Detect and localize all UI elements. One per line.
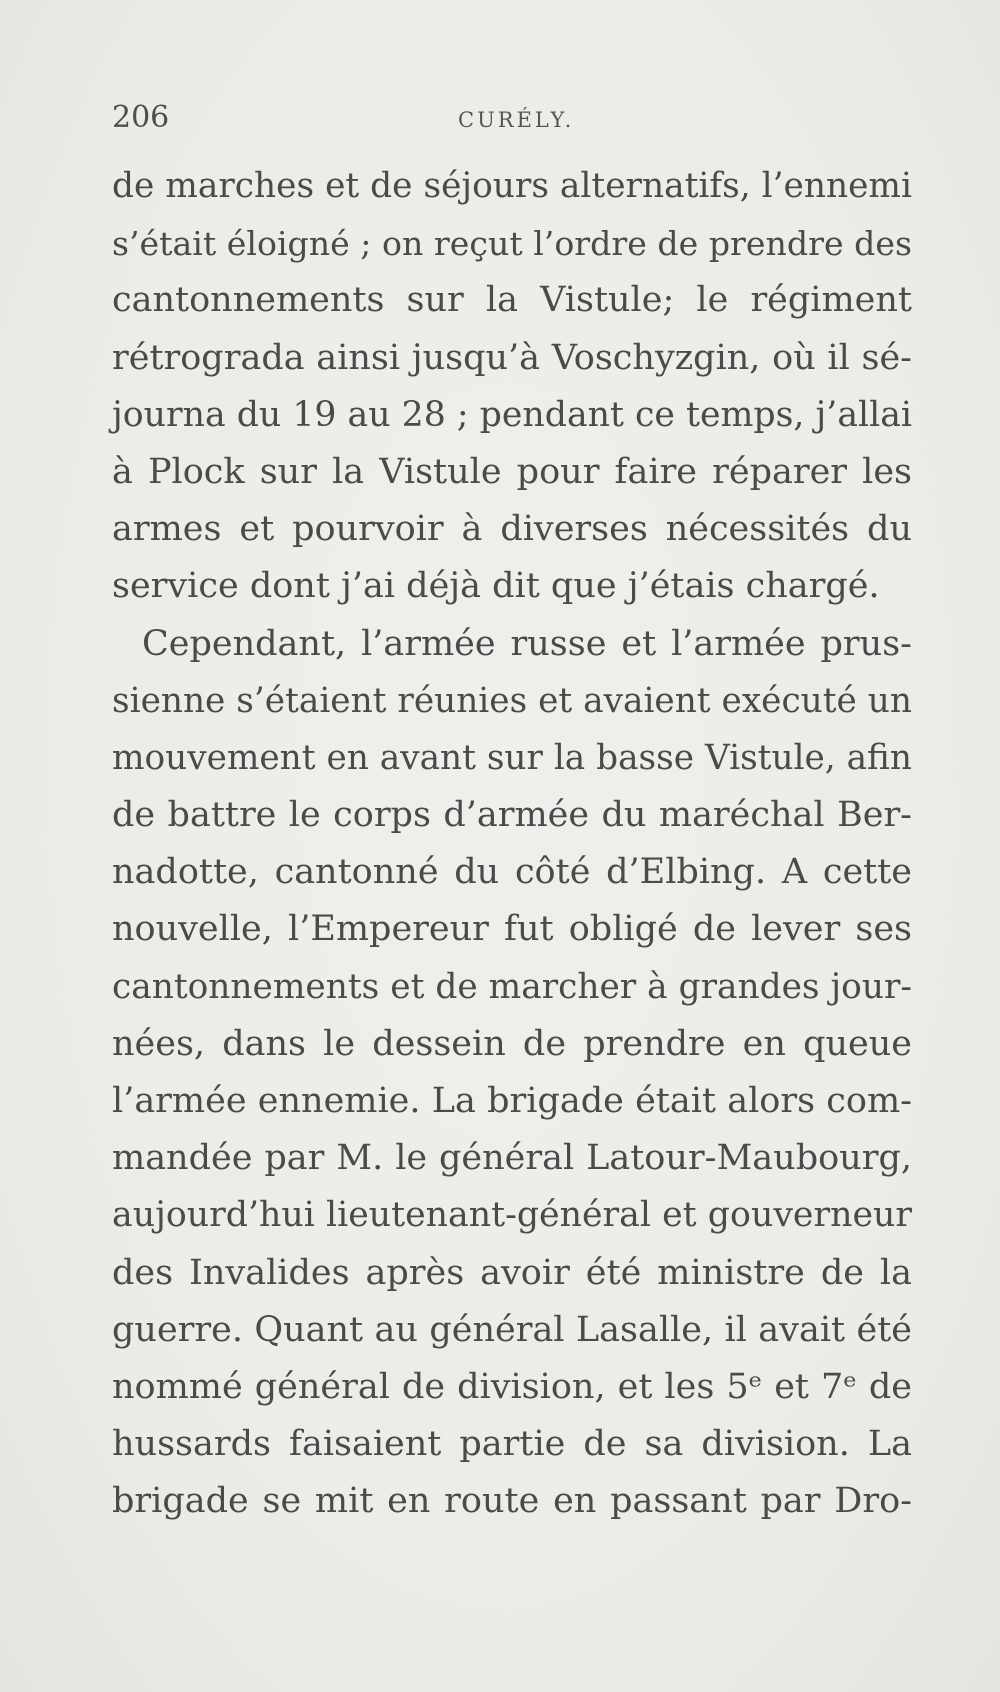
text-line: aujourd’hui lieutenant-général et gouverneur bbox=[112, 1195, 912, 1236]
paragraph bbox=[112, 616, 912, 1531]
text-line: service dont j’ai déjà dit que j’étais chargé. bbox=[112, 566, 880, 607]
text-line: journa du 19 au 28 ; pendant ce temps, j’allai bbox=[112, 394, 912, 435]
text-line: cantonnements et de marcher à grandes jour- bbox=[112, 966, 912, 1007]
body-text bbox=[112, 158, 912, 1531]
text-line: mandée par M. le général Latour-Maubourg, bbox=[112, 1138, 912, 1179]
text-line: sienne s’étaient réunies et avaient exécuté un bbox=[112, 680, 912, 721]
text-line: de marches et de séjours alternatifs, l’ennemi bbox=[112, 166, 912, 206]
running-head: CURÉLY. bbox=[458, 108, 575, 132]
text-line: cantonnements sur la Vistule; le régiment bbox=[112, 280, 912, 321]
text-line: nadotte, cantonné du côté d’Elbing. A cette bbox=[112, 852, 912, 893]
text-line: l’armée ennemie. La brigade était alors com- bbox=[112, 1081, 912, 1121]
paragraph bbox=[112, 158, 912, 616]
text-line: guerre. Quant au général Lasalle, il avait été bbox=[112, 1309, 912, 1350]
text-line: armes et pourvoir à diverses nécessités du bbox=[112, 509, 912, 550]
page-header bbox=[112, 100, 912, 140]
text-line: s’était éloigné ; on reçut l’ordre de prendre des bbox=[112, 224, 912, 264]
page-number: 206 bbox=[112, 100, 170, 135]
text-line: des Invalides après avoir été ministre de la bbox=[112, 1252, 912, 1293]
text-line: Cependant, l’armée russe et l’armée prus- bbox=[142, 623, 912, 664]
text-line: hussards faisaient partie de sa division. La bbox=[112, 1424, 912, 1465]
text-line: nommé général de division, et les 5ᵉ et 7ᵉ de bbox=[112, 1366, 912, 1407]
text-line: de battre le corps d’armée du maréchal Ber- bbox=[112, 795, 912, 836]
text-line: rétrograda ainsi jusqu’à Voschyzgin, où il sé- bbox=[112, 337, 912, 378]
text-line: mouvement en avant sur la basse Vistule, afin bbox=[112, 737, 912, 778]
text-line: nées, dans le dessein de prendre en queue bbox=[112, 1023, 912, 1064]
text-line: nouvelle, l’Empereur fut obligé de lever ses bbox=[112, 909, 912, 950]
text-line: brigade se mit en route en passant par Dro- bbox=[112, 1481, 912, 1522]
text-line: à Plock sur la Vistule pour faire réparer les bbox=[112, 451, 912, 492]
